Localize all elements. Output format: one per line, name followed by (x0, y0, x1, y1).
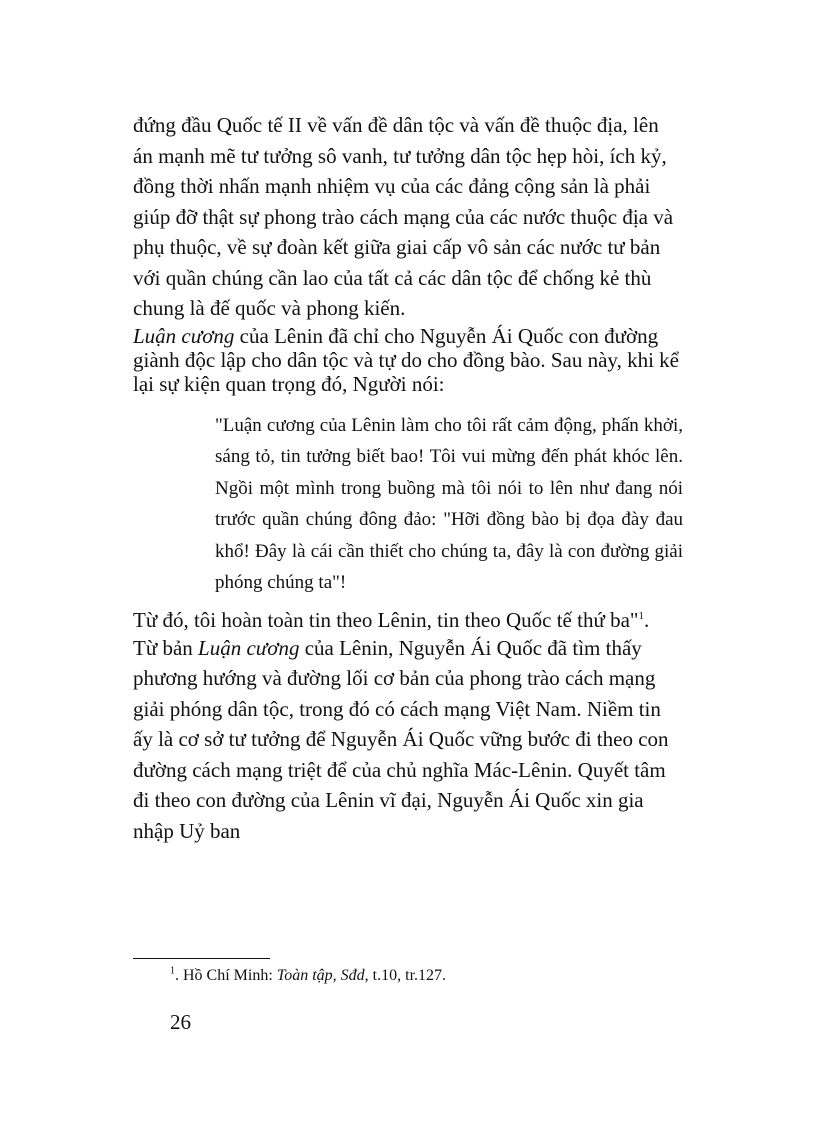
paragraph-2-text: của Lênin đã chỉ cho Nguyễn Ái Quốc con đường giành độc lập cho dân tộc và tự do cho đồng bào. Sau này, khi kể lại sự kiện quan trọng đó, Người nói: (133, 323, 679, 396)
page-body (133, 110, 683, 846)
paragraph-4-text: của Lênin, Nguyễn Ái Quốc đã tìm thấy phương hướng và đường lối cơ bản của phong trào cách mạng giải phóng dân tộc, trong đó có cách mạng Việt Nam. Niềm tin ấy là cơ sở tư tưởng để Nguyễn Ái Quốc vững bước đi theo con đường cách mạng triệt để của chủ nghĩa Mác-Lênin. Quyết tâm đi theo con đường của Lênin vĩ đại, Nguyễn Ái Quốc xin gia nhập Uỷ ban (133, 635, 669, 843)
footnote-reference[interactable]: 1 (638, 609, 644, 622)
footnote-divider (133, 958, 270, 959)
paragraph-1: đứng đầu Quốc tế II về vấn đề dân tộc và vấn đề thuộc địa, lên án mạnh mẽ tư tưởng sô vanh, tư tưởng dân tộc hẹp hòi, ích kỷ, đồng thời nhấn mạnh nhiệm vụ của các đảng cộng sản là phải giúp đỡ thật sự phong trào cách mạng của các nước thuộc địa và phụ thuộc, về sự đoàn kết giữa giai cấp vô sản các nước tư bản với quần chúng cần lao của tất cả các dân tộc để chống kẻ thù chung là đế quốc và phong kiến. (133, 113, 674, 320)
paragraph-2 (133, 324, 683, 396)
paragraph-3-text: Từ đó, tôi hoàn toàn tin theo Lênin, tin theo Quốc tế thứ ba" (133, 607, 639, 632)
footnote-prefix: . Hồ Chí Minh: (175, 967, 277, 984)
paragraph-2-italic-title: Luận cương (133, 323, 235, 348)
footnote-suffix: , t.10, tr.127. (364, 967, 447, 984)
block-quote: "Luận cương của Lênin làm cho tôi rất cảm động, phấn khởi, sáng tỏ, tin tưởng biết bao! Tôi vui mừng đến phát khóc lên. Ngồi một mình trong buồng mà tôi nói to lên như đang nói trước quần chúng đông đảo: "Hỡi đồng bào bị đọa đày đau khổ! Đây là cái cần thiết cho chúng ta, đây là con đường giải phóng chúng ta"! (215, 414, 683, 593)
paragraph-3-end: . (644, 607, 650, 632)
paragraph-4-italic-title: Luận cương (198, 635, 300, 660)
paragraph-3 (133, 607, 683, 633)
footnote-italic-source: Toàn tập, Sđd (276, 967, 365, 984)
paragraph-4-start: Từ bản (133, 635, 199, 660)
page-number: 26 (170, 1010, 191, 1034)
footnote-marker: 1 (170, 965, 175, 977)
paragraph-4 (133, 633, 683, 847)
footnote (170, 966, 446, 986)
